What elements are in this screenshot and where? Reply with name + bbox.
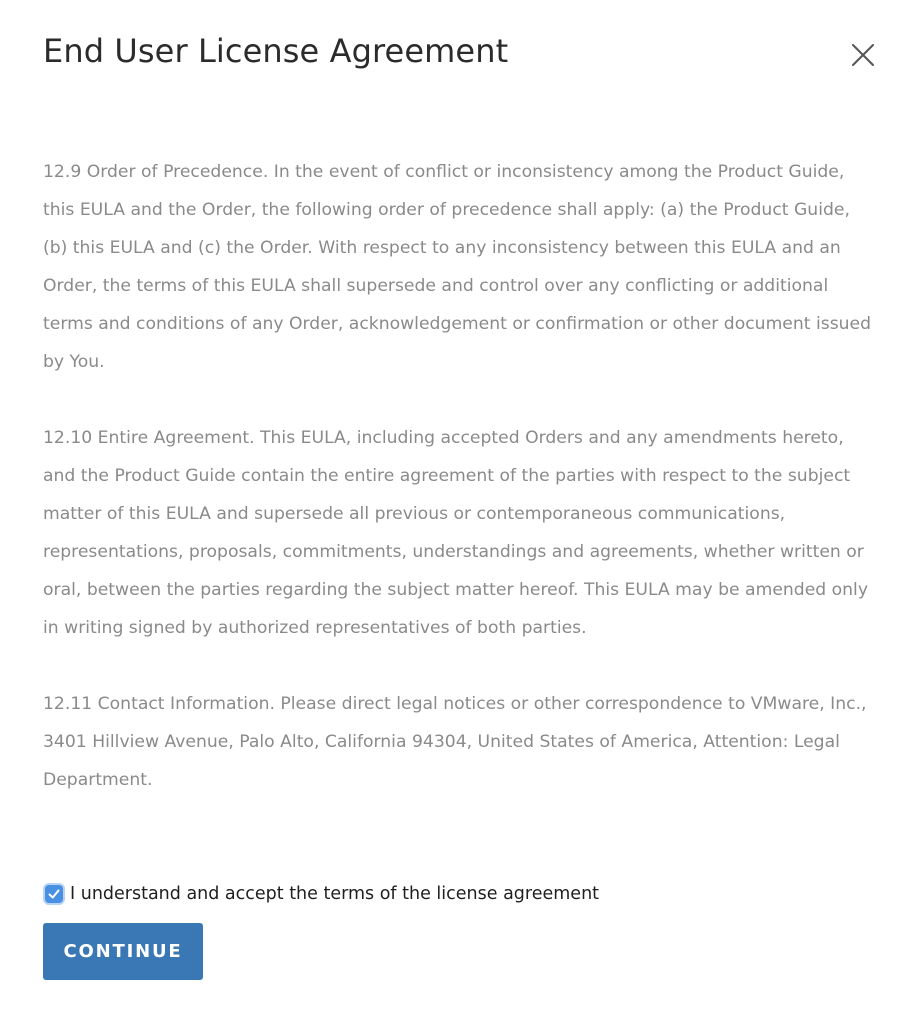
dialog-title: End User License Agreement [43, 32, 509, 70]
accept-checkbox[interactable] [45, 885, 63, 903]
close-icon [846, 38, 880, 72]
close-button[interactable] [846, 38, 880, 72]
checkmark-icon [47, 887, 61, 901]
continue-button[interactable]: CONTINUE [43, 923, 203, 980]
license-paragraph-12-10: 12.10 Entire Agreement. This EULA, including accepted Orders and any amendments hereto, and the Product Guide contain the entire agreement of the parties with respect to the subject matter of this EULA and supersede all previous or contemporaneous communications, representations, proposals, commitments, understandings and agreements, whether written or oral, between the parties regarding the subject matter hereof. This EULA may be amended only in writing signed by authorized representatives of both parties. [43, 428, 868, 638]
accept-terms-row[interactable] [43, 881, 599, 907]
accept-label: I understand and accept the terms of the license agreement [70, 884, 600, 904]
license-text [43, 153, 873, 837]
license-paragraph-12-9: 12.9 Order of Precedence. In the event of conflict or inconsistency among the Product Guide, this EULA and the Order, the following order of precedence shall apply: (a) the Product Guide, (b) this EULA and (c) the Order. With respect to any inconsistency between this EULA and an Order, the terms of this EULA shall supersede and control over any conflicting or additional terms and conditions of any Order, acknowledgement or confirmation or other document issued by You. [43, 162, 872, 372]
license-paragraph-12-11: 12.11 Contact Information. Please direct legal notices or other correspondence to VMware, Inc., 3401 Hillview Avenue, Palo Alto, California 94304, United States of America, Attention: Legal Department. [43, 694, 867, 790]
